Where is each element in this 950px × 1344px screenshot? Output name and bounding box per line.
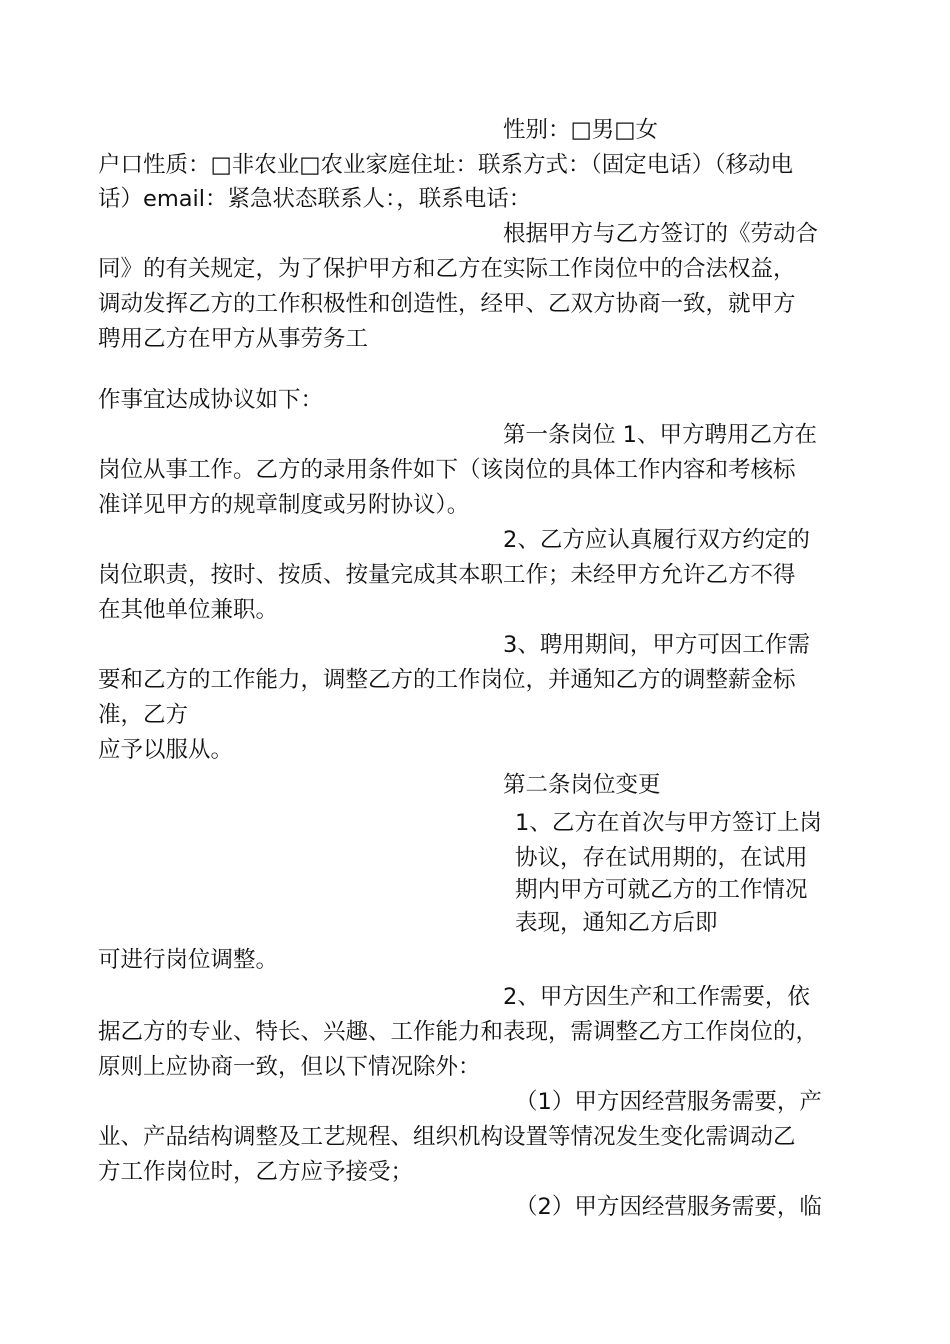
- body-line: 业、产品结构调整及工艺规程、组织机构设置等情况发生变化需调动乙: [98, 1124, 796, 1150]
- body-line: 方工作岗位时，乙方应予接受；: [98, 1159, 414, 1185]
- body-line: 户口性质：□非农业□农业家庭住址：联系方式：（固定电话）（移动电: [98, 152, 794, 178]
- article-heading: 第二条岗位变更: [503, 772, 661, 798]
- body-line: 同》的有关规定，为了保护甲方和乙方在实际工作岗位中的合法权益，: [98, 256, 796, 282]
- body-line: 协议，存在试用期的，在试用: [515, 845, 808, 871]
- body-line: 期内甲方可就乙方的工作情况: [515, 877, 808, 903]
- body-line: 2、甲方因生产和工作需要，依: [503, 984, 810, 1010]
- body-line: 岗位从事工作。乙方的录用条件如下（该岗位的具体工作内容和考核标: [98, 457, 796, 483]
- body-line: 调动发挥乙方的工作积极性和创造性，经甲、乙双方协商一致，就甲方: [98, 291, 796, 317]
- body-line: 岗位职责，按时、按质、按量完成其本职工作；未经甲方允许乙方不得: [98, 562, 796, 588]
- article-heading: 第一条岗位 1、甲方聘用乙方在: [503, 422, 817, 448]
- body-line: 3、聘用期间，甲方可因工作需: [503, 632, 810, 658]
- body-line: 准，乙方: [98, 702, 189, 728]
- gender-line: 性别：□男□女: [503, 117, 659, 143]
- body-line: （2）甲方因经营服务需要，临: [515, 1194, 822, 1220]
- body-line: 聘用乙方在甲方从事劳务工: [98, 326, 369, 352]
- body-line: 应予以服从。: [98, 737, 234, 763]
- body-line: 根据甲方与乙方签订的《劳动合: [503, 221, 819, 247]
- body-line: 原则上应协商一致，但以下情况除外：: [98, 1054, 481, 1080]
- body-line: 2、乙方应认真履行双方约定的: [503, 527, 810, 553]
- body-line: 可进行岗位调整。: [98, 947, 279, 973]
- body-line: 表现，通知乙方后即: [515, 910, 718, 936]
- body-line: （1）甲方因经营服务需要，产: [515, 1089, 822, 1115]
- body-line: 话）email：紧急状态联系人：，联系电话：: [98, 186, 532, 212]
- body-line: 1、乙方在首次与甲方签订上岗: [515, 810, 822, 836]
- body-line: 作事宜达成协议如下：: [98, 387, 324, 413]
- body-line: 在其他单位兼职。: [98, 597, 279, 623]
- body-line: 要和乙方的工作能力，调整乙方的工作岗位，并通知乙方的调整薪金标: [98, 667, 796, 693]
- body-line: 准详见甲方的规章制度或另附协议）。: [98, 492, 470, 518]
- body-line: 据乙方的专业、特长、兴趣、工作能力和表现，需调整乙方工作岗位的，: [98, 1019, 819, 1045]
